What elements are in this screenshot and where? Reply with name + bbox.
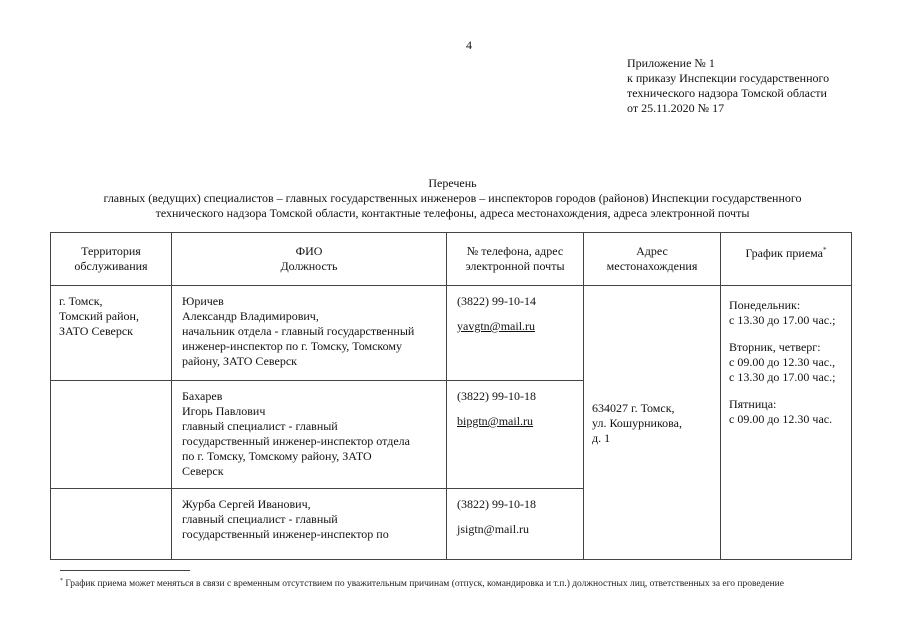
- email-link[interactable]: yavgtn@mail.ru: [457, 319, 536, 333]
- fio-cell: Журба Сергей Иванович, главный специалист - главный государственный инженер-инспектор по: [172, 489, 447, 560]
- territory-cell: [51, 381, 172, 489]
- footnote: [60, 575, 850, 591]
- email-link[interactable]: bipgtn@mail.ru: [457, 414, 534, 428]
- contact-cell: [447, 381, 584, 489]
- appendix-block: [627, 56, 829, 116]
- header-schedule: График приема*: [721, 233, 852, 286]
- document-subtitle: технического надзора Томской области, контактные телефоны, адреса местонахождения, адреса электронной почты: [155, 206, 750, 220]
- footnote-mark: *: [823, 246, 827, 254]
- contact-cell: [447, 489, 584, 560]
- appendix-line: технического надзора Томской области: [627, 86, 827, 100]
- fio-cell: Бахарев Игорь Павлович главный специалист - главный государственный инженер-инспектор отдела по г. Томску, Томскому району, ЗАТО Северск: [172, 381, 447, 489]
- phone-number: (3822) 99-10-18: [457, 389, 536, 403]
- territory-cell: [51, 489, 172, 560]
- header-fio: ФИО Должность: [172, 233, 447, 286]
- person-name: Бахарев: [182, 389, 223, 403]
- appendix-line: Приложение № 1: [627, 56, 715, 70]
- fio-cell: Юричев Александр Владимирович, начальник отдела - главный государственный инженер-инспектор по г. Томску, Томскому району, ЗАТО Северск: [172, 286, 447, 381]
- appendix-line: к приказу Инспекции государственного: [627, 71, 830, 85]
- footnote-divider: [60, 570, 190, 571]
- header-territory: Территория обслуживания: [51, 233, 172, 286]
- page-number: 4: [466, 38, 472, 52]
- phone-number: (3822) 99-10-14: [457, 294, 536, 308]
- territory-cell: г. Томск, Томский район, ЗАТО Северск: [51, 286, 172, 381]
- table-header-row: [51, 233, 852, 286]
- footnote-text: График приема может меняться в связи с временным отсутствием по уважительным причинам (отпуск, командировка и т.п.) должностных лиц, ответственных за его проведение: [65, 579, 784, 590]
- specialists-table: [50, 232, 852, 560]
- contact-cell: [447, 286, 584, 381]
- appendix-line: от 25.11.2020 № 17: [627, 101, 725, 115]
- footnote-mark: *: [60, 578, 63, 584]
- document-title: Перечень: [428, 176, 477, 190]
- header-address: Адрес местонахождения: [584, 233, 721, 286]
- schedule-cell: Понедельник: с 13.30 до 17.00 час.; Вторник, четверг: с 09.00 до 12.30 час., с 13.30 до 17.00 час.; Пятница: с 09.00 до 12.30 час.: [721, 286, 852, 560]
- document-subtitle: главных (ведущих) специалистов – главных государственных инженеров – инспекторов городов (районов) Инспекции государственного: [103, 191, 802, 205]
- person-name: Журба Сергей Иванович,: [182, 497, 311, 511]
- phone-number: (3822) 99-10-18: [457, 497, 536, 511]
- header-phone: № телефона, адрес электронной почты: [447, 233, 584, 286]
- email-link[interactable]: jsigtn@mail.ru: [457, 522, 530, 536]
- address-cell: 634027 г. Томск, ул. Кошурникова, д. 1: [584, 286, 721, 560]
- table-row: [51, 286, 852, 381]
- person-name: Юричев: [182, 294, 224, 308]
